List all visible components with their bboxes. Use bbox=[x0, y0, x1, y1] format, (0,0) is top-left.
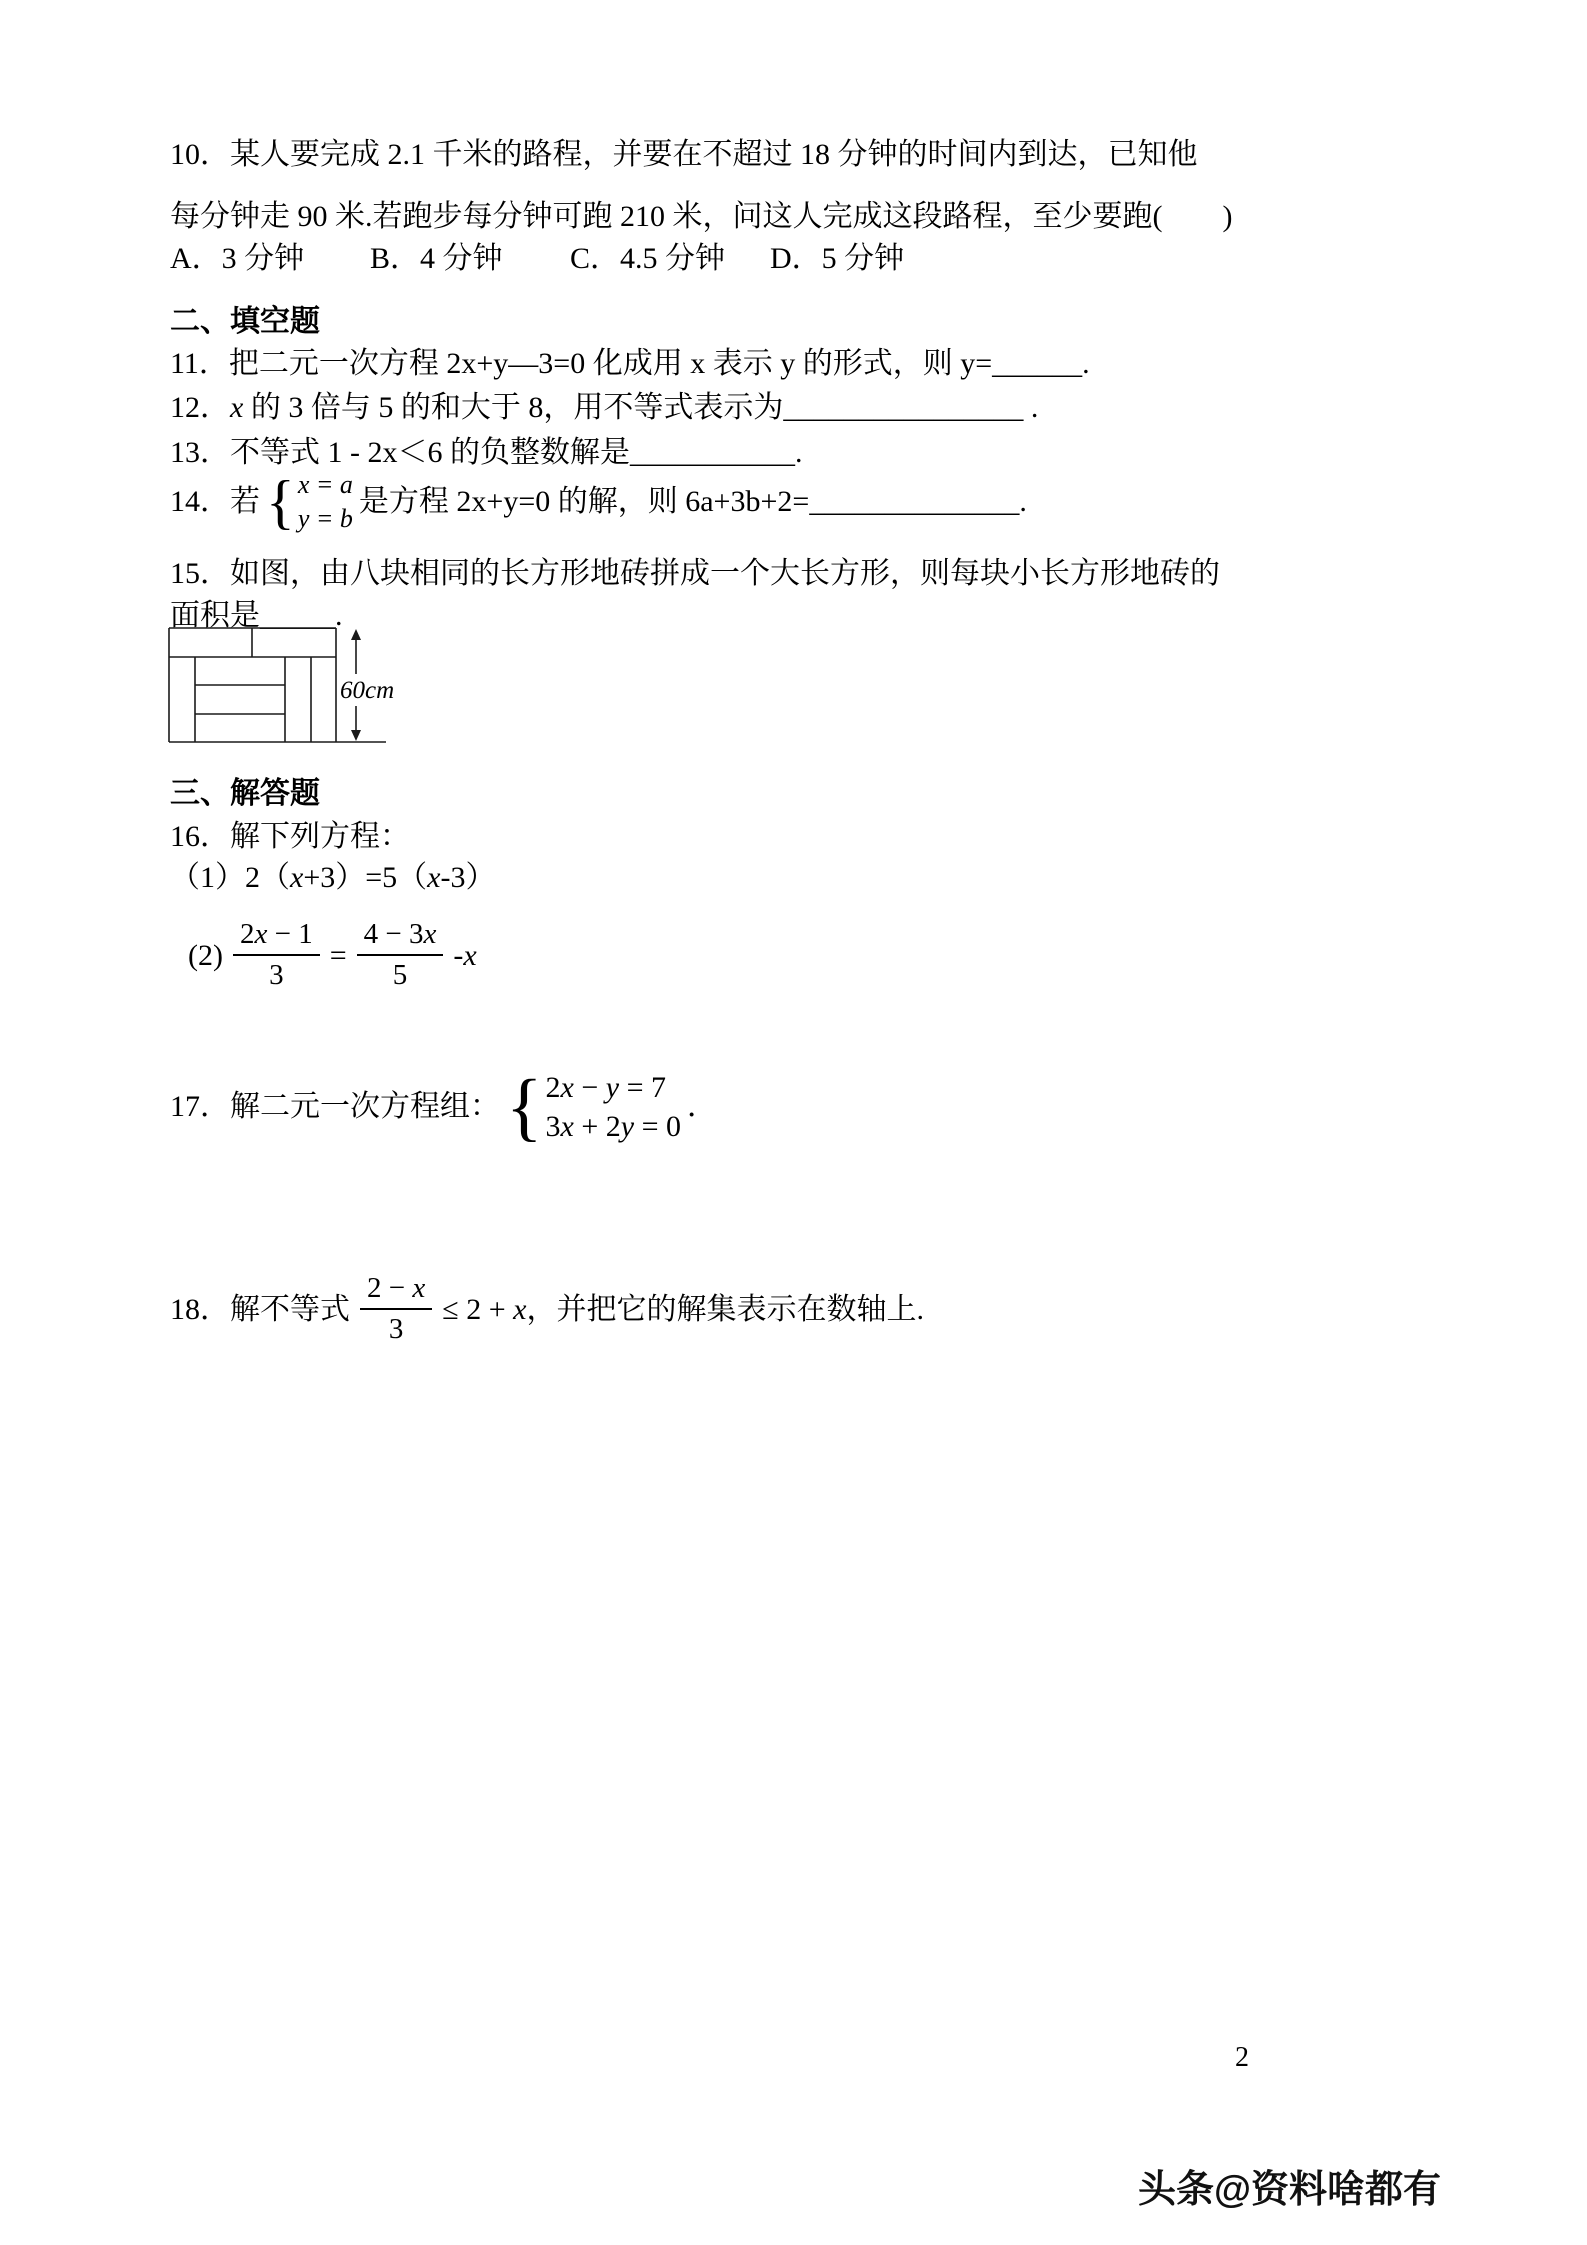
q12-var-x: x bbox=[230, 391, 244, 424]
figure-brick-lines bbox=[169, 628, 336, 742]
fraction-denominator: 3 bbox=[269, 959, 284, 992]
q14-equations bbox=[298, 468, 353, 536]
q14-eq1: x = a bbox=[297, 470, 353, 499]
q16-title: 16．解下列方程： bbox=[170, 820, 410, 853]
eq-seg: 3 bbox=[545, 1110, 561, 1143]
q17-text bbox=[170, 1064, 717, 1149]
q12-blank-line: ________________ bbox=[783, 391, 1024, 424]
fraction-left bbox=[233, 918, 320, 993]
num-var-x: x bbox=[412, 1272, 426, 1304]
fraction-right bbox=[357, 918, 444, 993]
fraction bbox=[360, 1272, 432, 1347]
q10-option-d: D．5 分钟 bbox=[770, 242, 905, 275]
eq-seg: + 2 bbox=[573, 1110, 621, 1143]
q14-text bbox=[170, 468, 1027, 536]
eq-seg: = 7 bbox=[619, 1071, 666, 1104]
left-brace: { bbox=[506, 1064, 543, 1149]
fraction-numerator bbox=[360, 1272, 432, 1310]
num-var-x: x bbox=[254, 918, 268, 950]
q10-options bbox=[170, 240, 904, 278]
q16-p1-seg: -3） bbox=[440, 861, 496, 894]
q17-eq2 bbox=[545, 1107, 681, 1146]
q16-part1 bbox=[170, 859, 496, 897]
q16-p1-seg: +3）=5（ bbox=[303, 861, 428, 894]
q11-text: 11．把二元一次方程 2x+y—3=0 化成用 x 表示 y 的形式，则 y=______. bbox=[170, 347, 1090, 380]
q17-system bbox=[506, 1064, 681, 1149]
q14-eq2: y = b bbox=[297, 503, 353, 533]
q10-option-b: B．4 分钟 bbox=[370, 242, 503, 275]
eq-var-y: y bbox=[605, 1071, 620, 1104]
fraction-numerator bbox=[357, 918, 444, 956]
q10-line2: 每分钟走 90 米.若跑步每分钟可跑 210 米，问这人完成这段路程，至少要跑( ) bbox=[170, 200, 1233, 233]
q12-period: . bbox=[1023, 391, 1039, 424]
section-title-answer: 三、解答题 bbox=[170, 777, 320, 810]
q10-option-a: A．3 分钟 bbox=[170, 242, 305, 275]
q17-prefix: 17．解二元一次方程组： bbox=[170, 1090, 500, 1124]
q18-prefix: 18．解不等式 bbox=[170, 1292, 350, 1326]
eq-seg: 2 bbox=[545, 1071, 561, 1104]
q15-line1: 15．如图，由八块相同的长方形地砖拼成一个大长方形，则每块小长方形地砖的 bbox=[170, 557, 1220, 590]
q16-p1-var-x: x bbox=[427, 861, 441, 894]
arrow-down-icon bbox=[351, 730, 361, 741]
q10-option-c: C．4.5 分钟 bbox=[570, 242, 726, 275]
q18-inequality bbox=[442, 1291, 526, 1329]
num-var-x: x bbox=[423, 918, 437, 950]
q12-text bbox=[170, 389, 1038, 427]
ineq-seg: ≤ 2 + bbox=[442, 1292, 514, 1326]
q17-eq1 bbox=[545, 1068, 681, 1107]
section-title-fill-blank: 二、填空题 bbox=[170, 305, 320, 338]
q18-text bbox=[170, 1272, 924, 1347]
q14-suffix: 是方程 2x+y=0 的解，则 6a+3b+2=______________. bbox=[358, 485, 1027, 519]
q14-prefix: 14．若 bbox=[170, 485, 260, 519]
q16-p2-tail bbox=[453, 937, 476, 975]
q17-suffix: ． bbox=[686, 1090, 717, 1124]
eq-var-x: x bbox=[560, 1110, 574, 1143]
num-seg: 2 bbox=[239, 918, 255, 950]
minus-sign: - bbox=[453, 938, 464, 972]
q13-text: 13．不等式 1 - 2x＜6 的负整数解是___________. bbox=[170, 436, 803, 469]
q16-p2-label: (2) bbox=[188, 938, 223, 972]
eq-seg: = 0 bbox=[634, 1110, 681, 1143]
fraction-denominator: 3 bbox=[388, 1313, 404, 1346]
arrow-up-icon bbox=[351, 629, 361, 640]
q16-part2 bbox=[188, 918, 477, 993]
watermark: 头条@资料啥都有 bbox=[1138, 2169, 1442, 2211]
left-brace: { bbox=[266, 468, 295, 535]
q16-p1-var-x: x bbox=[290, 861, 304, 894]
q18-suffix: ，并把它的解集表示在数轴上. bbox=[526, 1292, 924, 1326]
q12-number: 12． bbox=[170, 391, 230, 424]
q15-line2: 面积是_____. bbox=[170, 599, 343, 632]
eq-var-x: x bbox=[560, 1071, 574, 1104]
page-number: 2 bbox=[1235, 2042, 1249, 2073]
q16-p1-seg: （1）2（ bbox=[170, 861, 290, 894]
num-seg: 2 − bbox=[367, 1272, 413, 1304]
figure-dim-label: 60cm bbox=[340, 677, 395, 704]
bricks-figure bbox=[168, 626, 418, 750]
eq-seg: − bbox=[573, 1071, 606, 1104]
q10-line1: 10．某人要完成 2.1 千米的路程，并要在不超过 18 分钟的时间内到达，已知他 bbox=[170, 138, 1198, 171]
q14-system bbox=[266, 468, 353, 536]
eq-var-y: y bbox=[620, 1110, 635, 1143]
fraction-numerator bbox=[233, 918, 320, 956]
num-seg: − 1 bbox=[267, 918, 313, 950]
q17-equations bbox=[545, 1068, 681, 1146]
q12-body: 的 3 倍与 5 的和大于 8，用不等式表示为 bbox=[243, 391, 784, 424]
num-seg: 4 − 3 bbox=[363, 918, 424, 950]
equals-sign: = bbox=[329, 938, 347, 972]
tail-var-x: x bbox=[463, 938, 477, 972]
ineq-var-x: x bbox=[513, 1292, 527, 1326]
fraction-denominator: 5 bbox=[392, 959, 408, 992]
